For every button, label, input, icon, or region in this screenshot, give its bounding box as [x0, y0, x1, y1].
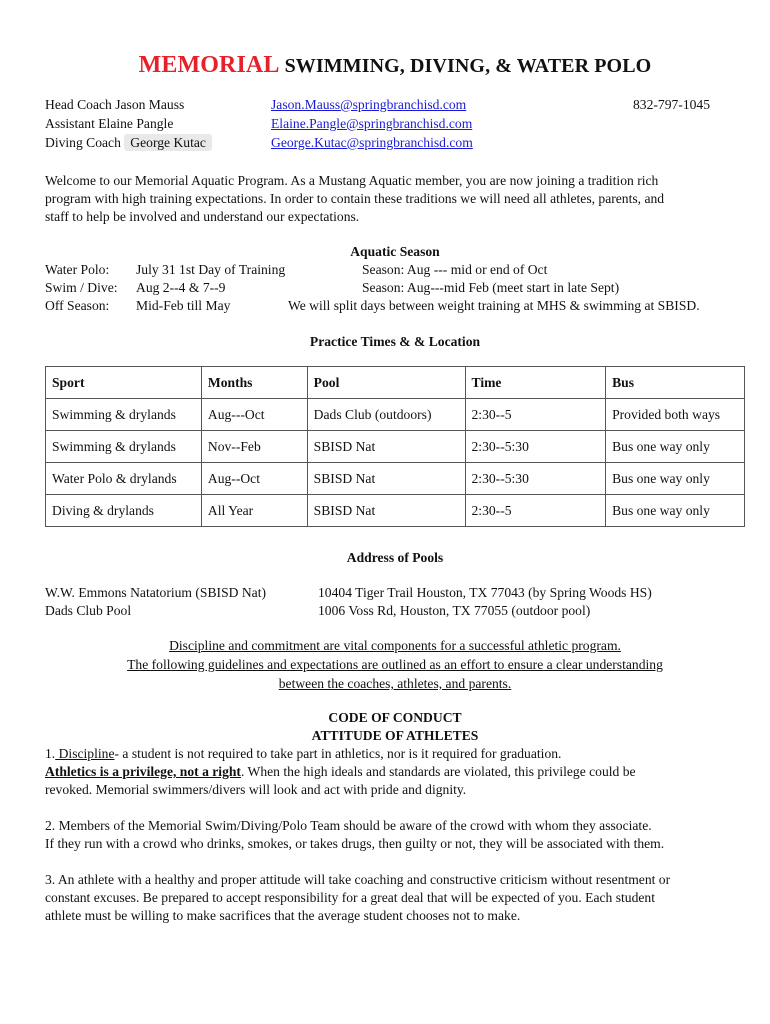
- contact-names: [45, 96, 212, 153]
- column-header: Sport: [46, 367, 202, 399]
- code-item-1: [45, 745, 636, 799]
- email-link-pangle[interactable]: Elaine.Pangle@springbranchisd.com: [271, 116, 473, 131]
- code-item-1-line: [45, 763, 636, 781]
- code-item-2-line: If they run with a crowd who drinks, smokes, or takes drugs, then guilty or not, they will be associated with them.: [45, 836, 665, 851]
- contact-diving-coach: [45, 134, 212, 153]
- contact-head-coach: Head Coach Jason Mauss: [45, 97, 185, 112]
- season-label: Off Season:: [45, 298, 110, 313]
- table-cell: Swimming & drylands: [46, 399, 202, 431]
- code-item-3: [45, 871, 670, 925]
- email-link-mauss[interactable]: Jason.Mauss@springbranchisd.com: [271, 97, 467, 112]
- table-cell: SBISD Nat: [307, 463, 465, 495]
- email-link-kutac[interactable]: George.Kutac@springbranchisd.com: [271, 135, 473, 150]
- season-label: Water Polo:: [45, 262, 110, 277]
- item-number: 1.: [45, 746, 56, 761]
- table-cell: 2:30--5: [465, 399, 606, 431]
- item-term: Discipline: [55, 746, 115, 761]
- column-header: Time: [465, 367, 606, 399]
- pools-heading: Address of Pools: [346, 550, 444, 565]
- table-cell: 2:30--5:30: [465, 431, 606, 463]
- diving-coach-role: Diving Coach: [45, 135, 121, 150]
- title-rest: SWIMMING, DIVING, & WATER POLO: [279, 55, 652, 77]
- item-text: . When the high ideals and standards are violated, this privilege could be: [240, 764, 636, 779]
- code-heading: CODE OF CONDUCT: [328, 710, 462, 725]
- practice-table: [45, 366, 745, 527]
- pool-name: W.W. Emmons Natatorium (SBISD Nat): [45, 585, 267, 600]
- season-note: We will split days between weight training at MHS & swimming at SBISD.: [288, 298, 700, 313]
- welcome-paragraph: [45, 172, 664, 226]
- season-dates: Mid-Feb till May: [136, 298, 231, 313]
- contact-assistant: Assistant Elaine Pangle: [45, 116, 174, 131]
- code-item-3-line: athlete must be willing to make sacrifices that the average student chooses not to make.: [45, 908, 521, 923]
- table-cell: Aug--Oct: [201, 463, 307, 495]
- table-row: [46, 495, 745, 527]
- practice-heading: Practice Times & & Location: [309, 334, 481, 349]
- table-cell: 2:30--5:30: [465, 463, 606, 495]
- table-cell: 2:30--5: [465, 495, 606, 527]
- code-item-3-line: 3. An athlete with a healthy and proper attitude will take coaching and constructive criticism without resentment or: [45, 872, 671, 887]
- pool-name: Dads Club Pool: [45, 603, 132, 618]
- table-cell: Aug---Oct: [201, 399, 307, 431]
- season-note: Season: Aug --- mid or end of Oct: [362, 262, 548, 277]
- season-dates: July 31 1st Day of Training: [136, 262, 286, 277]
- season-label: Swim / Dive:: [45, 280, 118, 295]
- table-cell: Nov--Feb: [201, 431, 307, 463]
- table-cell: Bus one way only: [606, 431, 745, 463]
- welcome-line: program with high training expectations. In order to contain these traditions we will need all athletes, parents, and: [45, 191, 665, 206]
- code-item-2: [45, 817, 664, 853]
- pool-address: 10404 Tiger Trail Houston, TX 77043 (by Spring Woods HS): [318, 585, 652, 600]
- table-cell: All Year: [201, 495, 307, 527]
- diving-coach-name-pill: George Kutac: [124, 134, 212, 151]
- column-header: Bus: [606, 367, 745, 399]
- welcome-line: staff to help be involved and understand our expectations.: [45, 209, 360, 224]
- table-row: [46, 431, 745, 463]
- table-cell: Diving & drylands: [46, 495, 202, 527]
- contact-emails: [271, 96, 473, 153]
- code-item-2-line: 2. Members of the Memorial Swim/Diving/Polo Team should be aware of the crowd with whom they associate.: [45, 818, 652, 833]
- table-cell: Water Polo & drylands: [46, 463, 202, 495]
- welcome-line: Welcome to our Memorial Aquatic Program. As a Mustang Aquatic member, you are now joining a tradition rich: [45, 173, 659, 188]
- season-note: Season: Aug---mid Feb (meet start in late Sept): [362, 280, 620, 295]
- table-cell: Bus one way only: [606, 495, 745, 527]
- code-item-1-line: [45, 745, 636, 763]
- code-item-1-line: revoked. Memorial swimmers/divers will look and act with pride and dignity.: [45, 782, 467, 797]
- table-cell: Bus one way only: [606, 463, 745, 495]
- table-cell: Provided both ways: [606, 399, 745, 431]
- column-header: Pool: [307, 367, 465, 399]
- code-item-3-line: constant excuses. Be prepared to accept responsibility for a great deal that will be expected of you. Each student: [45, 890, 655, 905]
- column-header: Months: [201, 367, 307, 399]
- table-cell: Dads Club (outdoors): [307, 399, 465, 431]
- table-cell: SBISD Nat: [307, 495, 465, 527]
- pool-address: 1006 Voss Rd, Houston, TX 77055 (outdoor pool): [318, 603, 591, 618]
- title-accent: MEMORIAL: [138, 52, 280, 78]
- table-cell: Swimming & drylands: [46, 431, 202, 463]
- contact-phone: 832-797-1045: [633, 97, 711, 112]
- discipline-line: Discipline and commitment are vital components for a successful athletic program.: [169, 638, 621, 653]
- privilege-statement: Athletics is a privilege, not a right: [45, 764, 241, 779]
- item-text: - a student is not required to take part in athletics, nor is it required for graduation.: [114, 746, 562, 761]
- discipline-line: The following guidelines and expectations are outlined as an effort to ensure a clear understanding: [127, 657, 663, 672]
- season-dates: Aug 2--4 & 7--9: [136, 280, 226, 295]
- page-title: [45, 50, 745, 80]
- code-subheading: ATTITUDE OF ATHLETES: [311, 728, 479, 743]
- table-cell: SBISD Nat: [307, 431, 465, 463]
- table-row: [46, 463, 745, 495]
- season-heading: Aquatic Season: [350, 244, 440, 259]
- discipline-line: between the coaches, athletes, and parents.: [278, 676, 512, 691]
- table-row: [46, 399, 745, 431]
- table-header-row: [46, 367, 745, 399]
